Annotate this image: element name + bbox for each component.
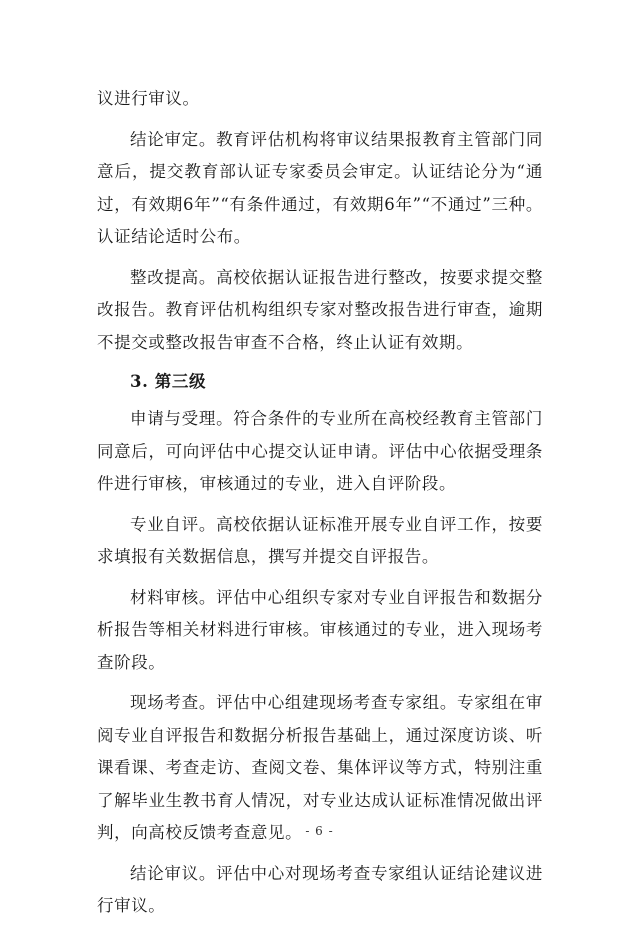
paragraph-self-evaluation: 专业自评。高校依据认证标准开展专业自评工作，按要求填报有关数据信息，撰写并提交自评报告。 [97, 514, 543, 566]
paragraph-site-visit: 现场考查。评估中心组建现场考查专家组。专家组在审阅专业自评报告和数据分析报告基础上，通过深度访谈、听课看课、考查走访、查阅文卷、集体评议等方式，特别注重了解毕业生教书育人情况，对专业达成认证标准情况做出评判，向高校反馈考查意见。 [97, 693, 543, 842]
paragraph-conclusion-approval: 结论审定。教育评估机构将审议结果报教育主管部门同意后，提交教育部认证专家委员会审定。认证结论分为“通过，有效期6年”“有条件通过，有效期6年”“不通过”三种。认证结论适时公布。 [97, 129, 543, 246]
section-heading-level-three: 3. 第三级 [130, 372, 207, 391]
paragraph-continuation: 议进行审议。 [97, 89, 200, 108]
page-number: - 6 - [305, 824, 334, 838]
page-body [97, 83, 543, 931]
paragraph-material-review: 材料审核。评估中心组织专家对专业自评报告和数据分析报告等相关材料进行审核。审核通过的专业，进入现场考查阶段。 [97, 587, 543, 672]
paragraph-application: 申请与受理。符合条件的专业所在高校经教育主管部门同意后，可向评估中心提交认证申请。评估中心依据受理条件进行审核，审核通过的专业，进入自评阶段。 [97, 409, 543, 493]
paragraph-conclusion-review: 结论审议。评估中心对现场考查专家组认证结论建议进行审议。 [97, 863, 543, 915]
paragraph-rectification: 整改提高。高校依据认证报告进行整改，按要求提交整改报告。教育评估机构组织专家对整改报告进行审查，逾期不提交或整改报告审查不合格，终止认证有效期。 [97, 267, 543, 352]
